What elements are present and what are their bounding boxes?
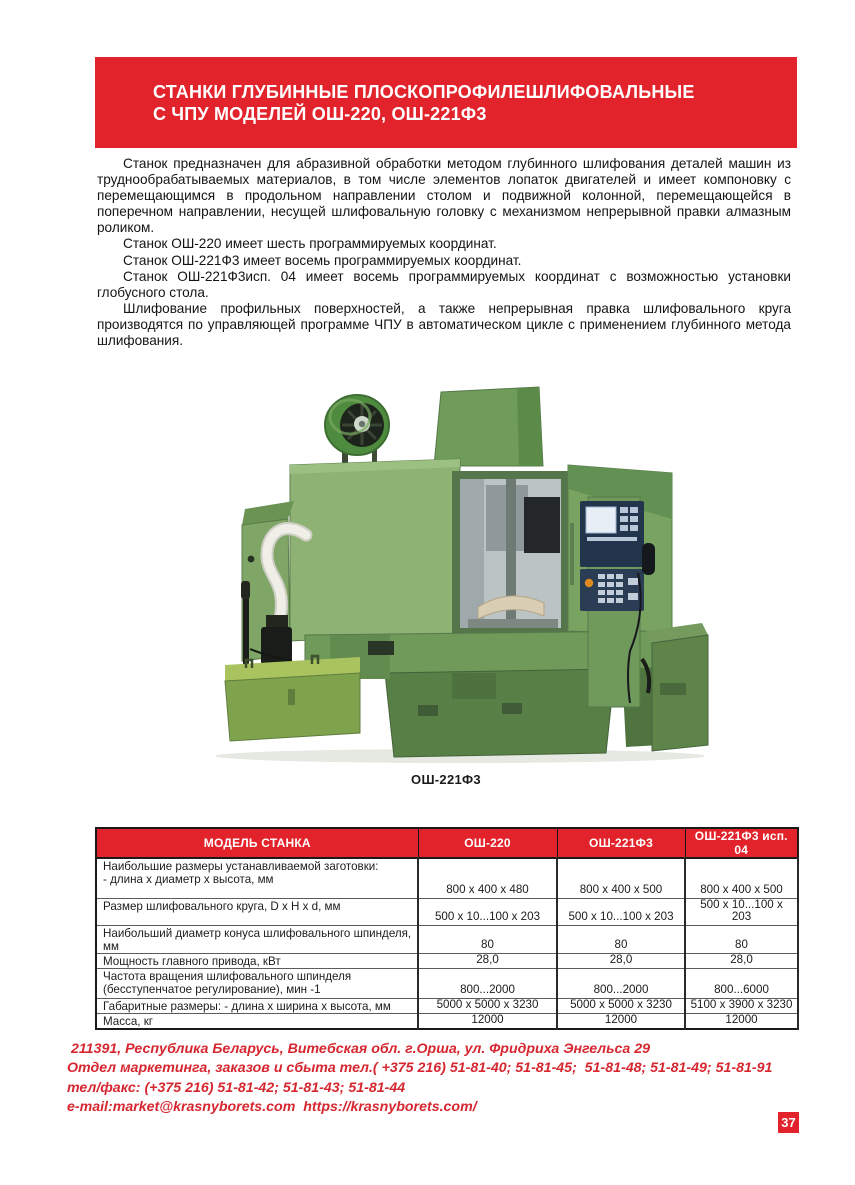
cell-value: 500 х 10...100 х 203 [685, 898, 798, 925]
emergency-button [585, 579, 593, 587]
table-row [96, 953, 798, 968]
fan-unit [325, 395, 389, 467]
cell-value: 800 х 400 х 500 [557, 858, 685, 898]
intro-text [97, 156, 791, 349]
cell-value: 800 х 400 х 480 [418, 858, 557, 898]
col-header-osh221f3-isp04: ОШ-221Ф3 исп. 04 [685, 828, 798, 858]
footer-address: 211391, Республика Беларусь, Витебская обл. г.Орша, ул. Фридриха Энгельса 29 [67, 1041, 651, 1057]
intro-paragraph-5: Шлифование профильных поверхностей, а также непрерывная правка шлифовального круга производятся по управляющей программе ЧПУ в автоматическом цикле с применением глубинного метода шлифования. [97, 300, 791, 349]
coolant-tank [225, 656, 360, 741]
table-row [96, 925, 798, 953]
cell-value: 500 х 10...100 х 203 [418, 898, 557, 925]
page-number-badge [778, 1112, 799, 1133]
row-label: Частота вращения шлифовального шпинделя [103, 969, 352, 983]
title-banner [95, 57, 797, 148]
row-label: Масса, кг [96, 1013, 418, 1029]
intro-paragraph-4: Станок ОШ-221Ф3исп. 04 имеет восемь программируемых координат с возможностью установки глобусного стола. [97, 268, 791, 300]
table-row [96, 898, 798, 925]
cell-value: 80 [685, 925, 798, 953]
cell-value: 28,0 [557, 953, 685, 968]
cell-value: 800...2000 [418, 968, 557, 998]
left-door [290, 459, 460, 641]
machine-photo [190, 373, 715, 768]
top-column [434, 387, 543, 466]
table-header-row [96, 828, 798, 858]
page-title-line1: СТАНКИ ГЛУБИННЫЕ ПЛОСКОПРОФИЛЕШЛИФОВАЛЬНЫЕ [153, 81, 695, 102]
col-header-model: МОДЕЛЬ СТАНКА [96, 828, 418, 858]
row-label: Размер шлифовального круга, D х Н х d, мм [96, 898, 418, 925]
cell-value: 80 [418, 925, 557, 953]
footer-email-site: e-mail:market@krasnyborets.com https://krasnyborets.com/ [67, 1098, 477, 1115]
cell-value: 28,0 [418, 953, 557, 968]
row-label: Наибольшие размеры устанавливаемой заготовки: [103, 860, 379, 873]
page-number: 37 [781, 1115, 796, 1130]
cell-value: 80 [557, 925, 685, 953]
table-row: Наибольшие размеры устанавливаемой заготовки: - длина х диаметр х высота, мм 800 х 400 х 480 800 х 400 х 500 800 х 400 х 500 [96, 858, 798, 898]
row-label: Габаритные размеры: - длина х ширина х высота, мм [96, 998, 418, 1013]
col-header-osh221f3: ОШ-221Ф3 [557, 828, 685, 858]
page-title-line2: С ЧПУ МОДЕЛЕЙ ОШ-220, ОШ-221Ф3 [153, 103, 487, 124]
cell-value: 5000 х 5000 х 3230 [557, 998, 685, 1013]
right-cabinet [642, 623, 708, 751]
cell-value: 12000 [685, 1013, 798, 1029]
cell-value: 5100 х 3900 х 3230 [685, 998, 798, 1013]
intro-paragraph-3: Станок ОШ-221Ф3 имеет восемь программируемых координат. [123, 252, 522, 268]
cell-value: 800 х 400 х 500 [685, 858, 798, 898]
footer-marketing-phones: Отдел маркетинга, заказов и сбыта тел.( +375 216) 51-81-40; 51-81-45; 51-81-48; 51-81-49; 51-81-91 [67, 1060, 773, 1077]
cell-value: 28,0 [685, 953, 798, 968]
table-row [96, 1013, 798, 1029]
intro-paragraph-2: Станок ОШ-220 имеет шесть программируемых координат. [123, 236, 497, 252]
machine-illustration [190, 373, 715, 768]
cell-value: 500 х 10...100 х 203 [557, 898, 685, 925]
handwheel-pendant [642, 543, 655, 575]
cell-value: 12000 [418, 1013, 557, 1029]
footer-fax: тел/факс: (+375 216) 51-81-42; 51-81-43; 51-81-44 [67, 1079, 406, 1096]
cell-value: 5000 х 5000 х 3230 [418, 998, 557, 1013]
table-row [96, 998, 798, 1013]
grinding-head [524, 497, 560, 553]
work-table [468, 619, 558, 628]
col-header-osh220: ОШ-220 [418, 828, 557, 858]
work-area [452, 471, 568, 635]
cell-value: 12000 [557, 1013, 685, 1029]
row-label: Мощность главного привода, кВт [96, 953, 418, 968]
cell-value: 800...2000 [557, 968, 685, 998]
row-label: Наибольший диаметр конуса шлифовального шпинделя, мм [96, 925, 418, 953]
spec-table [95, 827, 799, 1030]
contact-footer [67, 1040, 807, 1117]
cnc-screen [586, 507, 616, 533]
intro-paragraph-1: Станок предназначен для абразивной обработки методом глубинного шлифования деталей машин из труднообрабатываемых материалов, в том числе элементов лопаток двигателей и имеет компоновку с перемещающимся в продольном направлении столом и подвижной колонной, перемещающейся в поперечном направлении, несущей шлифовальную головку с механизмом непрерывной правки алмазным роликом. [97, 156, 791, 236]
table-row: Частота вращения шлифовального шпинделя (бесступенчатое регулирование), мин -1 800...2000 800...2000 800...6000 [96, 968, 798, 998]
cell-value: 800...6000 [685, 968, 798, 998]
figure-caption: ОШ-221Ф3 [411, 772, 481, 787]
